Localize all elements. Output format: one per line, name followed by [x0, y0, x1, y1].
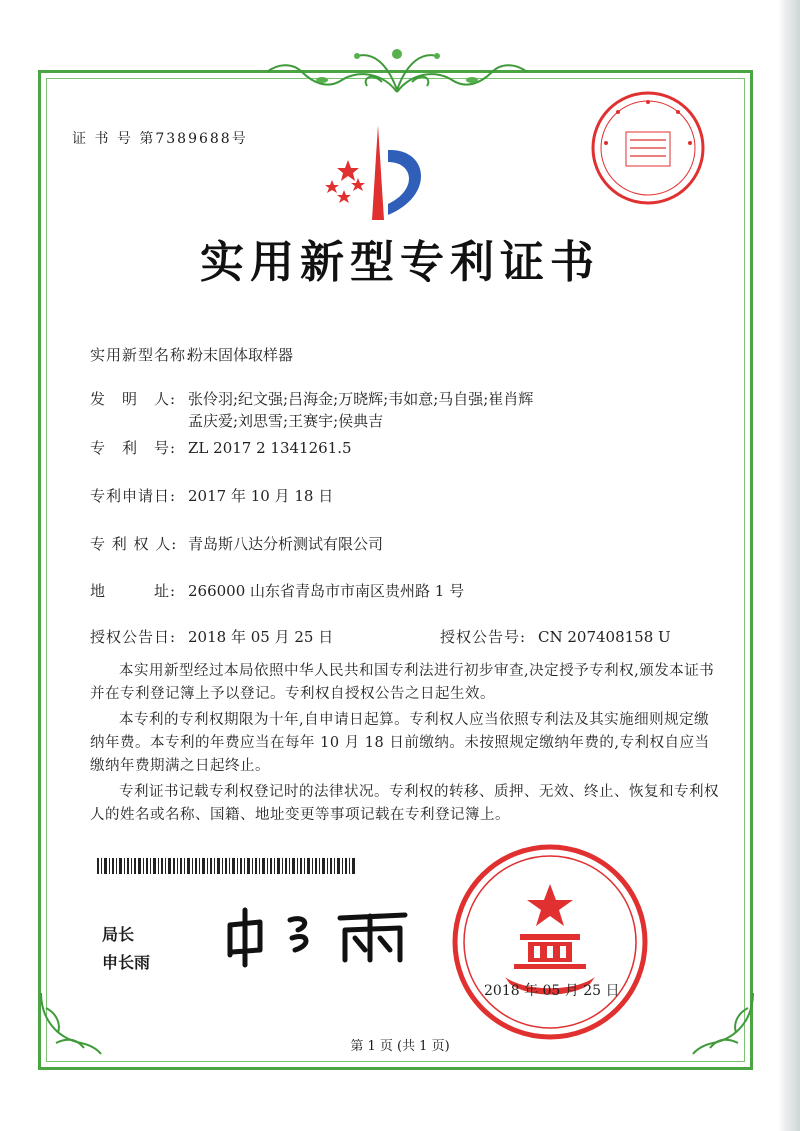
filing-date-row	[90, 485, 333, 506]
grant-date-label: 授权公告日:	[90, 628, 177, 646]
patentee-row	[90, 533, 383, 554]
inventors-row	[90, 388, 533, 409]
patentee-value: 青岛斯八达分析测试有限公司	[188, 535, 384, 553]
address-value: 266000 山东省青岛市市南区贵州路 1 号	[188, 582, 465, 600]
inventors-line-1: 张伶羽;纪文强;吕海金;万晓辉;韦如意;马自强;崔肖辉	[188, 390, 534, 408]
tax-seal-icon	[588, 88, 708, 208]
grant-number-row	[440, 626, 671, 647]
utility-model-name-value: 粉末固体取样器	[188, 346, 294, 364]
grant-number-label: 授权公告号:	[440, 628, 527, 646]
grant-date-value: 2018 年 05 月 25 日	[188, 628, 334, 646]
utility-model-name-row	[90, 344, 293, 365]
patent-number-label: 专 利 号:	[90, 439, 177, 457]
certificate-number-suffix: 号	[231, 131, 248, 147]
filing-date-label: 专利申请日:	[90, 487, 177, 505]
body-paragraph-2: 本专利的专利权期限为十年,自申请日起算。专利权人应当依照专利法及其实施细则规定缴纳年费。本专利的年费应当在每年 10 月 18 日前缴纳。未按照规定缴纳年费的,专利权自应当缴纳年费期满之日起终止。	[90, 712, 710, 774]
filing-date-value: 2017 年 10 月 18 日	[188, 487, 334, 505]
national-ip-office-seal-icon	[450, 842, 650, 1042]
inventors-line-2: 孟庆爱;刘思雪;王赛宇;侯典吉	[188, 412, 384, 430]
grant-number-value: CN 207408158 U	[538, 628, 671, 646]
barcode-icon	[97, 858, 357, 874]
page-footer: 第 1 页 (共 1 页)	[350, 1039, 450, 1054]
utility-model-name-label: 实用新型名称:	[90, 346, 193, 364]
grant-date-row	[90, 626, 333, 647]
director-name: 申长雨	[102, 953, 151, 972]
patent-number-row	[90, 437, 352, 458]
top-ornament-icon	[262, 42, 532, 97]
patent-office-logo-icon	[318, 120, 438, 230]
seal-date: 2018 年 05 月 25 日	[484, 983, 620, 999]
certificate-number-label: 证 书 号 第	[72, 131, 156, 147]
patent-number-value: ZL 2017 2 1341261.5	[188, 439, 352, 457]
certificate-number	[72, 128, 248, 148]
inventors-label: 发 明 人:	[90, 390, 177, 408]
body-paragraph-1: 本实用新型经过本局依照中华人民共和国专利法进行初步审查,决定授予专利权,颁发本证书并在专利登记簿上予以登记。专利权自授权公告之日起生效。	[90, 663, 715, 702]
address-label: 地 址:	[90, 582, 177, 600]
certificate-number-value: 7389688	[155, 131, 232, 147]
address-row	[90, 580, 464, 601]
page-edge	[778, 0, 800, 1131]
director-title: 局长	[102, 925, 135, 944]
certificate-title: 实用新型专利证书	[200, 237, 600, 288]
signature-icon	[220, 900, 420, 970]
patentee-label: 专 利 权 人:	[90, 535, 178, 553]
body-paragraph-3: 专利证书记载专利权登记时的法律状况。专利权的转移、质押、无效、终止、恢复和专利权人的姓名或名称、国籍、地址变更等事项记载在专利登记簿上。	[90, 784, 719, 823]
